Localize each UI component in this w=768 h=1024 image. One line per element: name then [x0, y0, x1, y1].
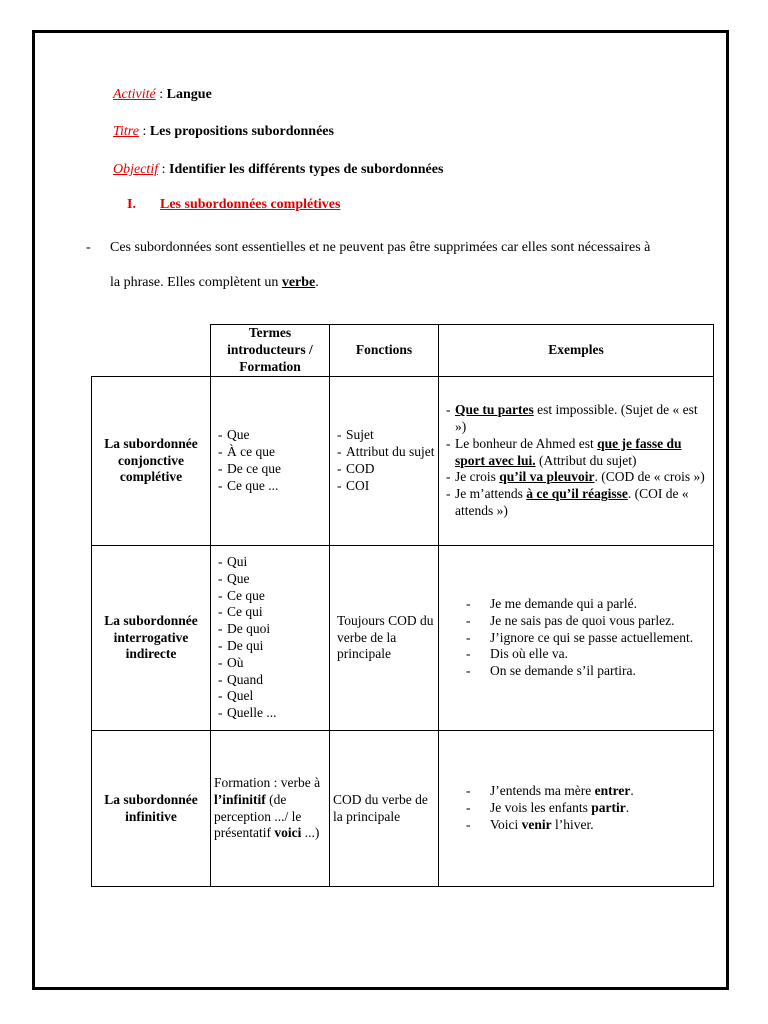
list-item: - Quel: [218, 688, 328, 705]
example-verb: partir: [591, 800, 626, 816]
formation-part: ...): [301, 825, 320, 841]
example-clause: Que tu partes: [455, 402, 534, 418]
list-item: [446, 436, 708, 470]
row-title-interrogative: La subordonnée interrogative indirecte: [104, 612, 198, 662]
intro-line-2: [110, 275, 319, 291]
titre-label: Titre: [113, 124, 139, 139]
list-item: - Dis où elle va.: [466, 646, 712, 663]
activite-label: Activité: [113, 87, 156, 102]
list-item: [466, 817, 712, 834]
activite-value: Langue: [166, 87, 212, 102]
section-number: I.: [127, 197, 136, 212]
row3-formation: [214, 731, 328, 886]
example-text: J’entends ma mère: [490, 783, 595, 799]
example-verb: entrer: [594, 783, 631, 799]
list-item: - Ce que ...: [218, 478, 328, 495]
example-text: .: [630, 783, 634, 799]
titre-line: [113, 124, 334, 140]
intro-text: la phrase. Elles complètent un: [110, 275, 282, 290]
intro-bullet: -: [86, 240, 91, 255]
list-item: - Ce que: [218, 588, 328, 605]
exemples-list: [446, 402, 708, 520]
objectif-line: [113, 162, 443, 178]
example-text: Je m’attends: [455, 486, 527, 502]
example-text: est impossible. (Sujet de « est »): [455, 402, 698, 434]
row-title-infinitive: La subordonnée infinitive: [104, 791, 198, 824]
row1-introducteurs: [218, 377, 328, 545]
list-item: [446, 486, 708, 520]
formation-part: (de perception .../ le présentatif: [214, 791, 302, 841]
list-item: - COD: [337, 461, 437, 478]
row3-exemples: [466, 731, 712, 886]
example-text: . (COD de « crois »): [594, 469, 705, 485]
row3-fonctions: [333, 731, 437, 886]
list-item: - On se demande s’il partira.: [466, 663, 712, 680]
formation-part: Formation : verbe à: [214, 774, 321, 790]
list-item: [466, 783, 712, 800]
example-text: Voici: [490, 816, 522, 832]
list-item: - De qui: [218, 638, 328, 655]
introducteurs-list: [218, 427, 328, 494]
section-heading: [127, 197, 340, 213]
fonctions-text: Toujours COD du verbe de la principale: [337, 612, 434, 662]
example-text: (Attribut du sujet): [535, 452, 637, 468]
row2-introducteurs: [218, 546, 328, 730]
separator: :: [158, 162, 169, 177]
example-clause: que je fasse du sport avec lui.: [455, 435, 682, 468]
table-line: [210, 324, 211, 887]
list-item: - COI: [337, 478, 437, 495]
exemples-list: [466, 596, 712, 680]
list-item: [466, 800, 712, 817]
list-item: - Je me demande qui a parlé.: [466, 596, 712, 613]
list-item: - Que: [218, 427, 328, 444]
example-text: Le bonheur de Ahmed est: [455, 435, 598, 451]
list-item: - À ce que: [218, 444, 328, 461]
exemples-list: [466, 783, 712, 833]
intro-keyword: verbe: [281, 275, 316, 290]
objectif-value: Identifier les différents types de subordonnées: [169, 162, 444, 177]
row-title-conjonctive: La subordonnée conjonctive complétive: [104, 435, 198, 485]
row2-exemples: [466, 546, 712, 730]
example-clause: qu’il va pleuvoir: [499, 469, 595, 485]
list-item: - Sujet: [337, 427, 437, 444]
table-line: [329, 324, 330, 887]
list-item: - Quand: [218, 672, 328, 689]
header-exemples: Exemples: [548, 342, 604, 358]
example-text: .: [625, 800, 630, 816]
list-item: [446, 469, 708, 486]
intro-text: .: [315, 275, 319, 290]
example-verb: venir: [521, 816, 552, 832]
row1-exemples: [446, 377, 708, 545]
list-item: - Que: [218, 571, 328, 588]
list-item: - Qui: [218, 554, 328, 571]
table-line: [91, 886, 714, 887]
activite-line: [113, 87, 212, 103]
list-item: [446, 402, 708, 436]
titre-value: Les propositions subordonnées: [149, 124, 334, 139]
example-text: Je crois: [455, 469, 500, 485]
formation-keyword: l’infinitif: [214, 791, 266, 807]
list-item: - Je ne sais pas de quoi vous parlez.: [466, 613, 712, 630]
table-line: [438, 324, 439, 887]
list-item: - Attribut du sujet: [337, 444, 437, 461]
list-item: - Ce qui: [218, 604, 328, 621]
example-text: l’hiver.: [551, 816, 594, 832]
list-item: - De quoi: [218, 621, 328, 638]
example-text: . (COI de « attends »): [455, 486, 689, 518]
separator: :: [155, 87, 167, 102]
intro-line-1: Ces subordonnées sont essentielles et ne peuvent pas être supprimées car elles sont nécessaires à: [110, 240, 651, 255]
header-introducteurs: Termes introducteurs / Formation: [227, 325, 313, 374]
formation-text: [214, 775, 328, 842]
fonctions-list: [337, 427, 437, 494]
list-item: - Quelle ...: [218, 705, 328, 722]
formation-keyword: voici: [274, 825, 302, 841]
row2-fonctions: [337, 546, 437, 730]
header-fonctions: Fonctions: [355, 342, 413, 358]
separator: :: [138, 124, 150, 139]
list-item: - J’ignore ce qui se passe actuellement.: [466, 630, 712, 647]
introducteurs-list: [218, 554, 328, 722]
list-item: - De ce que: [218, 461, 328, 478]
example-text: Je vois les enfants: [490, 800, 592, 816]
table-line: [713, 324, 714, 887]
fonctions-text: COD du verbe de la principale: [333, 791, 428, 824]
row1-fonctions: [337, 377, 437, 545]
list-item: - Où: [218, 655, 328, 672]
objectif-label: Objectif: [113, 162, 159, 177]
section-title: Les subordonnées complétives: [160, 197, 341, 212]
example-clause: à ce qu’il réagisse: [526, 486, 628, 502]
